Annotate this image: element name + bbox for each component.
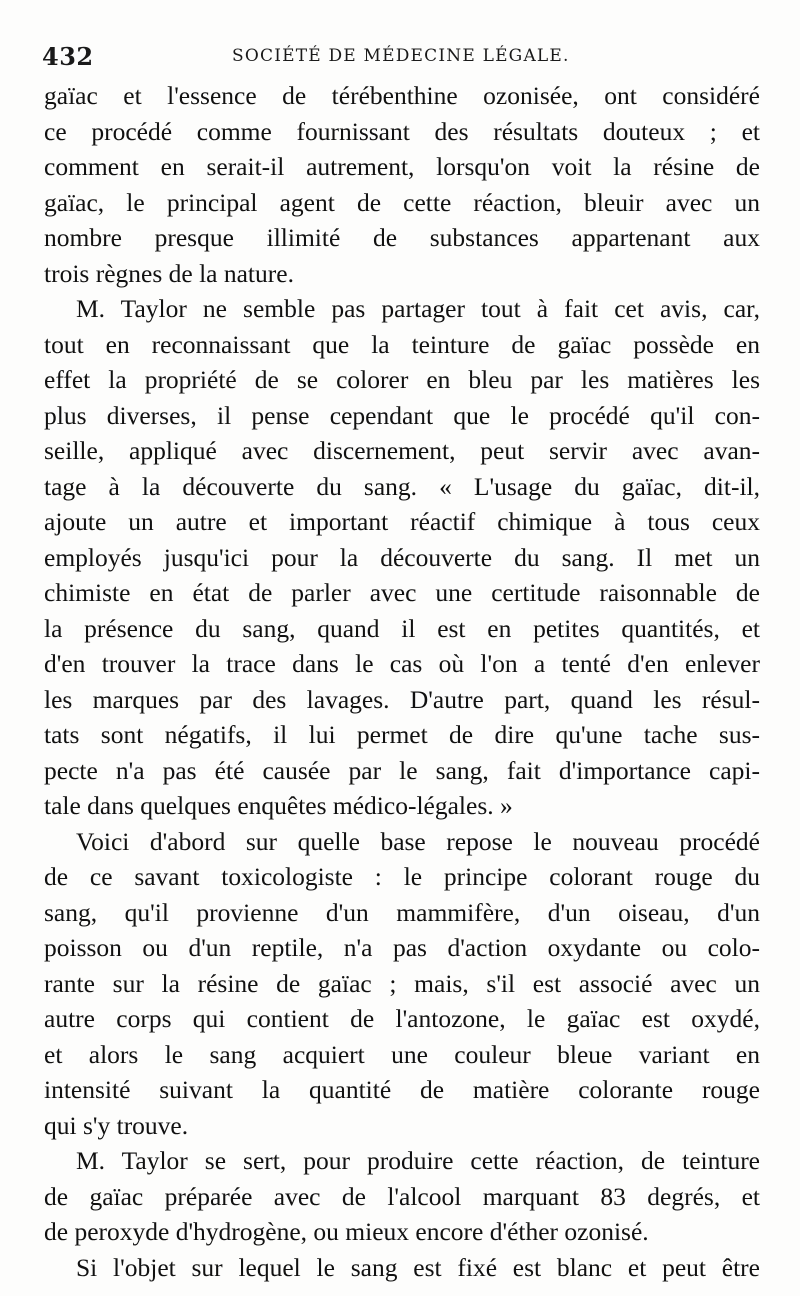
text-line: de peroxyde d'hydrogène, ou mieux encore d'éther ozonisé. — [44, 1217, 649, 1246]
text-line: autre corps qui contient de l'antozone, le gaïac est oxydé, — [44, 1004, 760, 1033]
text-line: la présence du sang, quand il est en petites quantités, et — [44, 613, 760, 643]
page-number: 432 — [42, 42, 94, 71]
text-line: M. Taylor se sert, pour produire cette réaction, de teinture — [76, 1146, 760, 1175]
body-text — [44, 78, 760, 1285]
text-line: Si l'objet sur lequel le sang est fixé est blanc et peut être — [76, 1252, 760, 1282]
text-line: employés jusqu'ici pour la découverte du sang. Il met un — [44, 542, 760, 572]
text-line: nombre presque illimité de substances appartenant aux — [44, 223, 760, 252]
text-line: plus diverses, il pense cependant que le procédé qu'il con- — [44, 400, 760, 430]
text-line: pecte n'a pas été causée par le sang, fait d'importance capi- — [44, 755, 760, 785]
text-line: seille, appliqué avec discernement, peut servir avec avan- — [44, 436, 760, 465]
text-line: tage à la découverte du sang. « L'usage du gaïac, dit-il, — [44, 471, 760, 501]
text-line: de ce savant toxicologiste : le principe colorant rouge du — [44, 862, 760, 891]
text-line: M. Taylor ne semble pas partager tout à fait cet avis, car, — [76, 294, 760, 323]
text-line: tout en reconnaissant que la teinture de gaïac possède en — [44, 329, 760, 359]
text-line: les marques par des lavages. D'autre part, quand les résul- — [44, 684, 760, 714]
text-line: de gaïac préparée avec de l'alcool marquant 83 degrés, et — [44, 1181, 760, 1211]
text-line: d'en trouver la trace dans le cas où l'on a tenté d'en enlever — [44, 649, 760, 678]
text-line: comment en serait-il autrement, lorsqu'on voit la résine de — [44, 152, 760, 181]
text-line: chimiste en état de parler avec une certitude raisonnable de — [44, 578, 760, 607]
text-line: gaïac, le principal agent de cette réaction, bleuir avec un — [44, 187, 760, 217]
running-head: SOCIÉTÉ DE MÉDECINE LÉGALE. — [232, 46, 570, 66]
text-line: qui s'y trouve. — [44, 1110, 189, 1140]
text-line: effet la propriété de se colorer en bleu par les matières les — [44, 365, 760, 394]
text-line: poisson ou d'un reptile, n'a pas d'action oxydante ou colo- — [44, 933, 760, 962]
text-line: ajoute un autre et important réactif chimique à tous ceux — [44, 507, 760, 536]
text-line: gaïac et l'essence de térébenthine ozonisée, ont considéré — [44, 81, 760, 110]
text-line: sang, qu'il provienne d'un mammifère, d'un oiseau, d'un — [44, 897, 760, 927]
text-line: et alors le sang acquiert une couleur bleue variant en — [44, 1039, 760, 1069]
page-header — [42, 38, 758, 70]
text-line: tale dans quelques enquêtes médico-légales. » — [44, 791, 513, 820]
text-line: intensité suivant la quantité de matière colorante rouge — [44, 1075, 760, 1104]
text-line: ce procédé comme fournissant des résultats douteux ; et — [44, 116, 760, 146]
text-line: tats sont négatifs, il lui permet de dire qu'une tache sus- — [44, 720, 760, 749]
text-line: Voici d'abord sur quelle base repose le nouveau procédé — [76, 826, 760, 856]
text-line: trois règnes de la nature. — [44, 258, 294, 288]
text-line: rante sur la résine de gaïac ; mais, s'il est associé avec un — [44, 968, 760, 998]
